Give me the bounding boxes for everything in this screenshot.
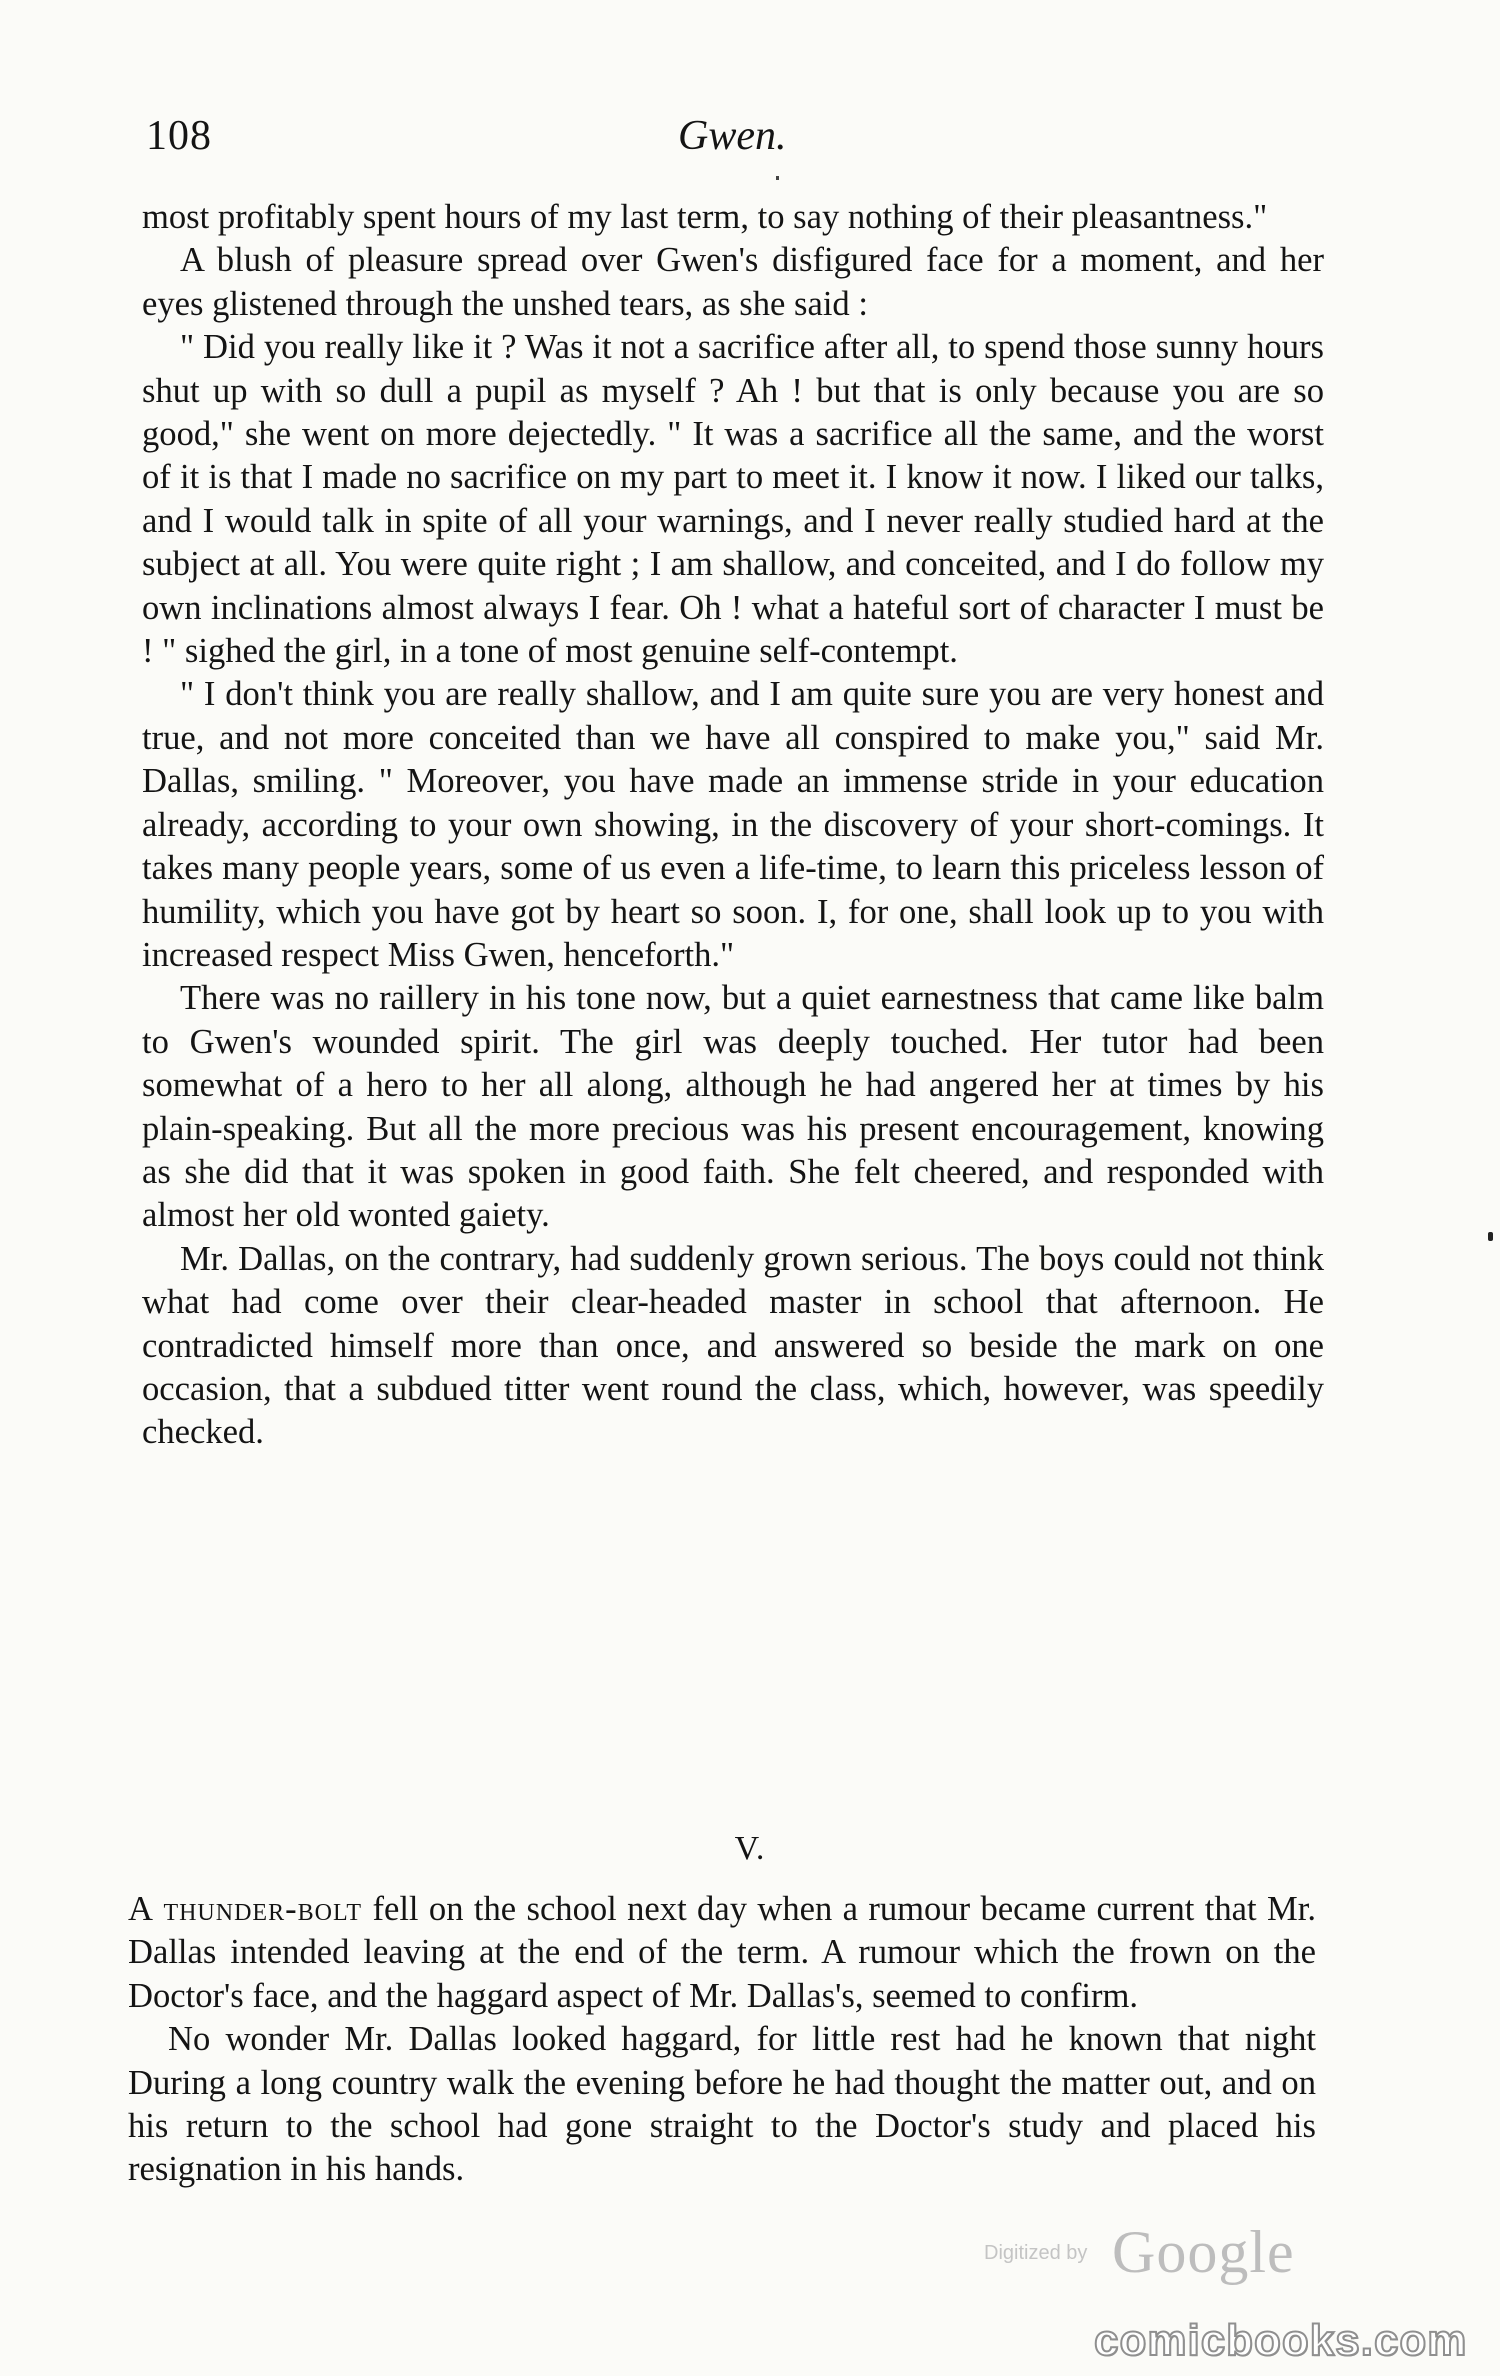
paragraph-blush: A blush of pleasure spread over Gwen's disfigured face for a moment, and her eyes glistened through the unshed tears, as she said :: [142, 241, 1324, 323]
paragraph-dallas-reply: " I don't think you are really shallow, and I am quite sure you are very honest and true, and not more conceited than we have all conspired to make you," said Mr. Dallas, smiling. " Moreover, you have made an immense stride in your education already, according to your own showing, in the discovery of your short-comings. It takes many people years, some of us even a life-time, to learn this priceless lesson of humility, which you have got by heart so soon. I, for one, shall look up to you with increased respect Miss Gwen, henceforth.": [142, 675, 1324, 974]
site-watermark: comicbooks.com: [1094, 2316, 1468, 2365]
paragraph-dallas-serious: Mr. Dallas, on the contrary, had suddenly grown serious. The boys could not think what had come over their clear-headed master in school that afternoon. He contradicted himself more than once, and answered so beside the mark on one occasion, that a subdued titter went round the class, which, however, was speedily checked.: [142, 1239, 1324, 1452]
print-speck: [776, 176, 779, 180]
section-text: [128, 1888, 1316, 2192]
google-watermark: [984, 2218, 1324, 2285]
page-number: 108: [146, 113, 212, 159]
paragraph-gwen-speech: " Did you really like it ? Was it not a sacrifice after all, to spend those sunny hours shut up with so dull a pupil as myself ? Ah ! but that is only because you are so good," she went on more dejectedly. " It was a sacrifice all the same, and the worst of it is that I made no sacrifice on my part to meet it. I know it now. I liked our talks, and I would talk in spite of all your warnings, and I never really studied hard at the subject at all. You were quite right ; I am shallow, and conceited, and I do follow my own inclinations almost always I fear. Oh ! what a hateful sort of character I must be ! " sighed the girl, in a tone of most genuine self-contempt.: [142, 328, 1324, 671]
section-paragraph-1: [128, 1888, 1316, 2018]
body-text: [142, 196, 1324, 1455]
section-lead-smallcaps: A thunder-bolt: [128, 1890, 363, 1928]
paragraph-no-raillery: There was no raillery in his tone now, but a quiet earnestness that came like balm to Gwen's wounded spirit. The girl was deeply touched. Her tutor had been somewhat of a hero to her all along, although he had angered her at times by his plain-speaking. But all the more precious was his present encouragement, knowing as she did that it was spoken in good faith. She felt cheered, and responded with almost her old wonted gaiety.: [142, 979, 1324, 1235]
section-paragraph-2: No wonder Mr. Dallas looked haggard, for little rest had he known that night During a long country walk the evening before he had thought the matter out, and on his return to the school had gone straight to the Doctor's study and placed his resignation in his hands.: [128, 2020, 1316, 2189]
google-logo: Google: [1112, 2219, 1295, 2285]
section-paragraph-1-text: fell on the school next day when a rumour became current that Mr. Dallas intended leaving at the end of the term. A rumour which the frown on the Doctor's face, and the haggard aspect of Mr. Dallas's, seemed to confirm.: [128, 1890, 1316, 2015]
margin-mark: [1488, 1232, 1493, 1241]
running-title: Gwen.: [678, 113, 787, 159]
section-heading: V.: [734, 1830, 766, 1867]
paragraph-continuation: most profitably spent hours of my last term, to say nothing of their pleasantness.": [142, 198, 1268, 236]
running-head: [146, 112, 1326, 172]
digitized-by-text: Digitized by: [984, 2242, 1088, 2264]
